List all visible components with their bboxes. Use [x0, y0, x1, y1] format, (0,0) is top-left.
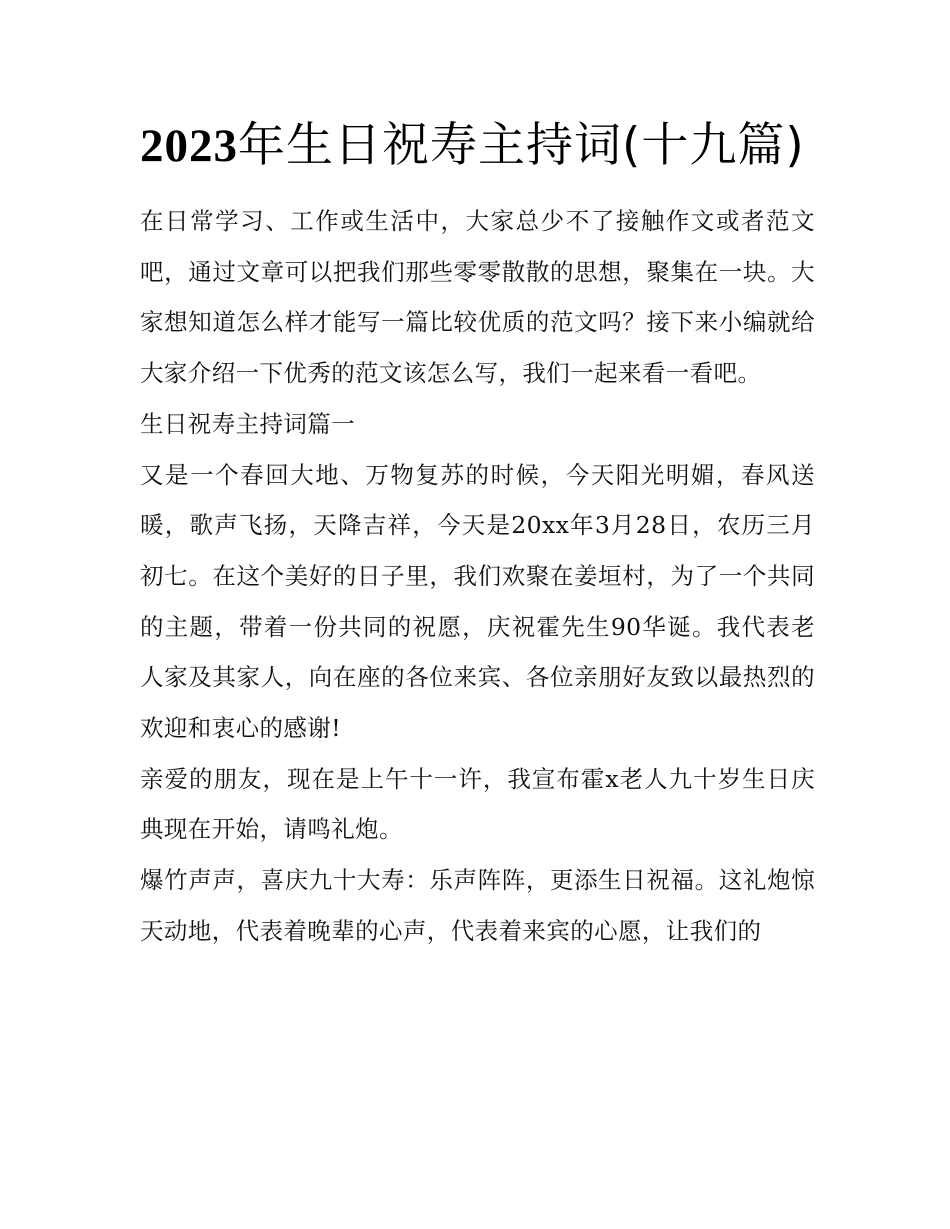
body-paragraph: 爆竹声声，喜庆九十大寿：乐声阵阵，更添生日祝福。这礼炮惊天动地，代表着晚辈的心声，代表着来宾的心愿，让我们的 — [140, 866, 815, 945]
intro-paragraph: 在日常学习、工作或生活中，大家总少不了接触作文或者范文吧，通过文章可以把我们那些零零散散的思想，聚集在一块。大家想知道怎么样才能写一篇比较优质的范文吗？接下来小编就给大家介绍一下优秀的范文该怎么写，我们一起来看一看吧。 — [140, 207, 815, 388]
document-body — [140, 196, 815, 957]
body-paragraph: 亲爱的朋友，现在是上午十一许，我宣布霍x老人九十岁生日庆典现在开始，请鸣礼炮。 — [140, 764, 815, 844]
document-title — [140, 112, 815, 180]
section-heading: 生日祝寿主持词篇一 — [140, 409, 356, 438]
title-year: 2023 — [140, 120, 238, 172]
document-content — [140, 112, 815, 957]
title-text: 年生日祝寿主持词(十九篇) — [238, 118, 805, 173]
body-paragraph: 又是一个春回大地、万物复苏的时候，今天阳光明媚，春风送暖，歌声飞扬，天降吉祥，今天是20xx年3月28日，农历三月初七。在这个美好的日子里，我们欢聚在姜垣村，为了一个共同的主题，带着一份共同的祝愿，庆祝霍先生90华诞。我代表老人家及其家人，向在座的各位来宾、各位亲朋好友致以最热烈的欢迎和衷心的感谢! — [140, 460, 815, 743]
